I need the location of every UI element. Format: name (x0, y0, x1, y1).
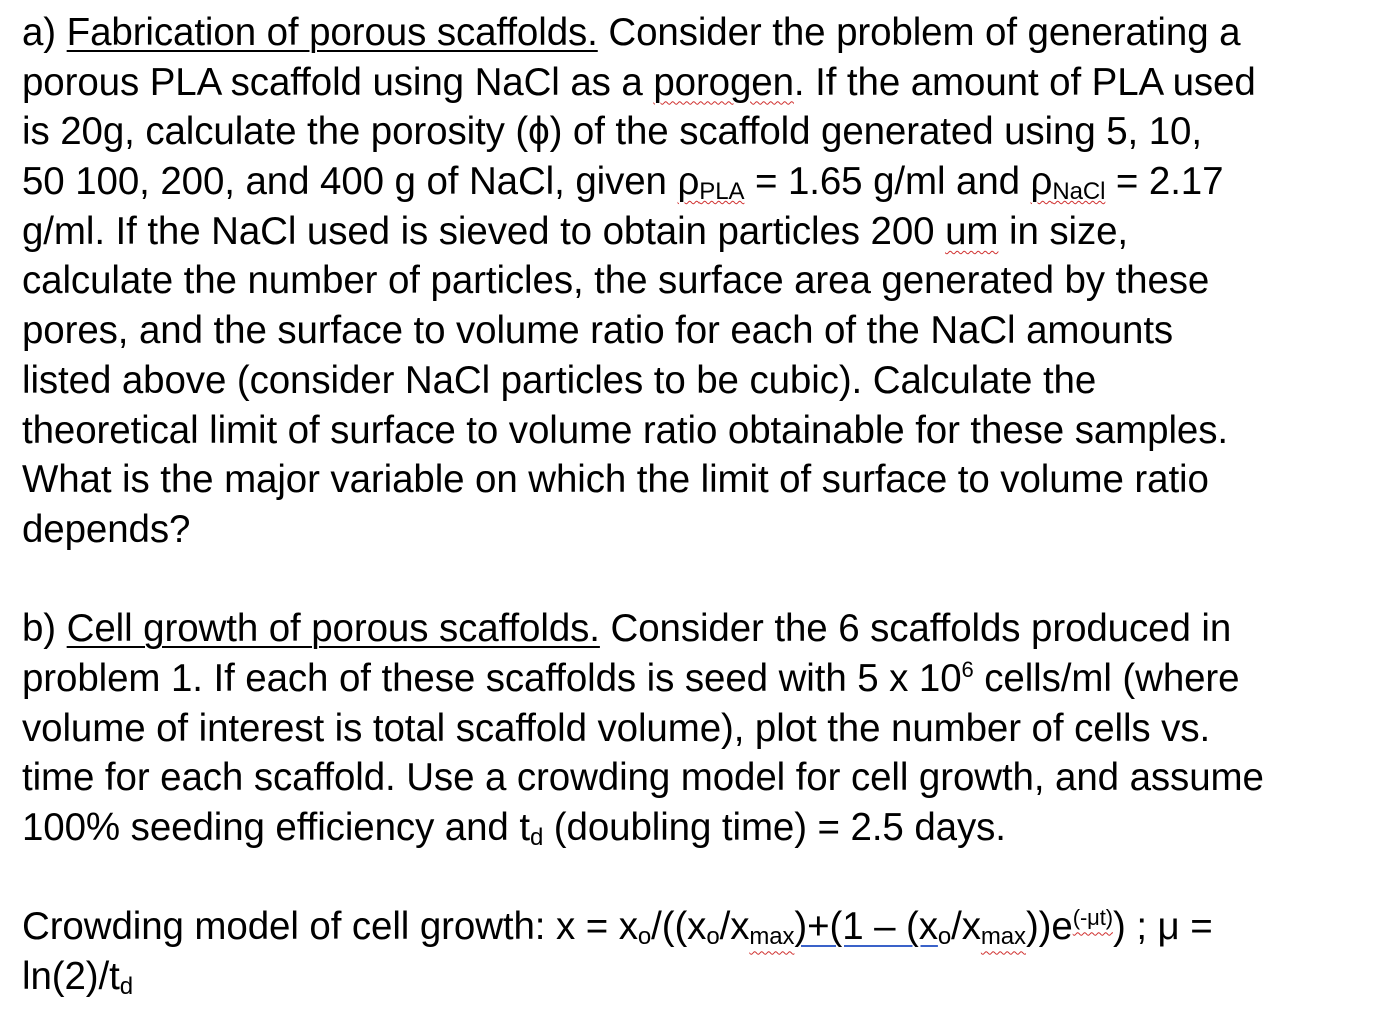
part-a-line-2 (22, 58, 1367, 108)
part-a-heading: Fabrication of porous scaffolds. (66, 11, 598, 54)
part-b-label: b) (22, 607, 57, 651)
formula-text: Crowding model of cell growth: x = x (22, 905, 638, 949)
part-b-line-5 (22, 803, 1367, 853)
part-a-line-7: pores, and the surface to volume ratio for each of the NaCl amounts (22, 309, 1174, 353)
part-a-line-3: is 20g, calculate the porosity (ϕ) of the scaffold generated using 5, 10, (22, 110, 1202, 154)
part-a-line-9: theoretical limit of surface to volume ratio obtainable for these samples. (22, 408, 1228, 452)
part-b-text: (doubling time) = 2.5 days. (543, 806, 1006, 849)
part-a-line-10: What is the major variable on which the limit of surface to volume ratio (22, 458, 1209, 502)
formula-text: /((x (651, 905, 707, 949)
spellcheck-word: um (945, 209, 999, 253)
part-a-text: Consider the problem of generating a (608, 11, 1241, 54)
rho-subscript: NaCl (1052, 178, 1106, 206)
paragraph-gap (22, 853, 1367, 903)
formula-line-2 (22, 952, 1367, 1002)
subscript: o (706, 923, 720, 951)
part-a-text: 50 100, 200, and 400 g of NaCl, given (22, 160, 667, 204)
part-b-heading: Cell growth of porous scaffolds. (66, 607, 600, 651)
part-a-line-5 (22, 207, 1367, 257)
formula-line-1 (22, 902, 1367, 952)
formula-text: )+(1 – (x (794, 905, 938, 949)
paragraph-gap (22, 555, 1367, 605)
exponent: (-μt) (1072, 905, 1113, 931)
exponent: 6 (961, 656, 974, 682)
part-b-text: Consider the 6 scaffolds produced in (610, 607, 1232, 651)
subscript: o (937, 923, 952, 951)
formula-text: /x (719, 905, 750, 949)
subscript: max (749, 923, 795, 951)
part-b-line-1 (22, 604, 1367, 654)
spellcheck-word: porogen (653, 60, 794, 104)
part-a-text: g/ml. If the NaCl used is sieved to obtain particles 200 (22, 209, 935, 253)
part-a-line-11: depends? (22, 507, 191, 551)
part-a-label: a) (22, 11, 57, 54)
part-b-line-3: volume of interest is total scaffold volume), plot the number of cells vs. (22, 706, 1211, 750)
rho-nacl-symbol (1030, 160, 1106, 206)
formula-text: ))e (1025, 905, 1073, 949)
part-b-line-2 (22, 654, 1367, 704)
rho-symbol: ρ (677, 160, 700, 204)
part-a-line-4 (22, 157, 1367, 207)
part-b-line-4: time for each scaffold. Use a crowding model for cell growth, and assume (22, 756, 1264, 800)
part-a-text: . If the amount of PLA used (793, 60, 1256, 104)
part-b-text: 100% seeding efficiency and t (22, 806, 530, 849)
part-a-text: porous PLA scaffold using NaCl as a (22, 60, 643, 104)
formula-text: ln(2)/t (22, 955, 120, 999)
rho-symbol: ρ (1030, 160, 1053, 204)
subscript: o (637, 923, 652, 951)
part-b-text: problem 1. If each of these scaffolds is seed with 5 x 10 (22, 656, 962, 700)
formula-text: ) ; μ = (1113, 905, 1213, 949)
rho-pla-symbol (677, 160, 745, 206)
formula-text: /x (951, 905, 981, 949)
part-a-text: = 1.65 g/ml and (744, 160, 1031, 204)
rho-subscript: PLA (699, 178, 745, 206)
subscript: max (980, 923, 1026, 951)
document-body (22, 8, 1367, 1002)
part-a-line-6: calculate the number of particles, the surface area generated by these (22, 259, 1210, 303)
subscript: d (529, 824, 544, 851)
part-b-text: cells/ml (where (973, 656, 1240, 700)
part-a-text: = 2.17 (1105, 160, 1224, 204)
subscript: d (119, 973, 133, 1001)
part-a-line-1 (22, 8, 1367, 58)
part-a-line-8: listed above (consider NaCl particles to be cubic). Calculate the (22, 358, 1097, 402)
part-a-text: in size, (1008, 209, 1129, 253)
